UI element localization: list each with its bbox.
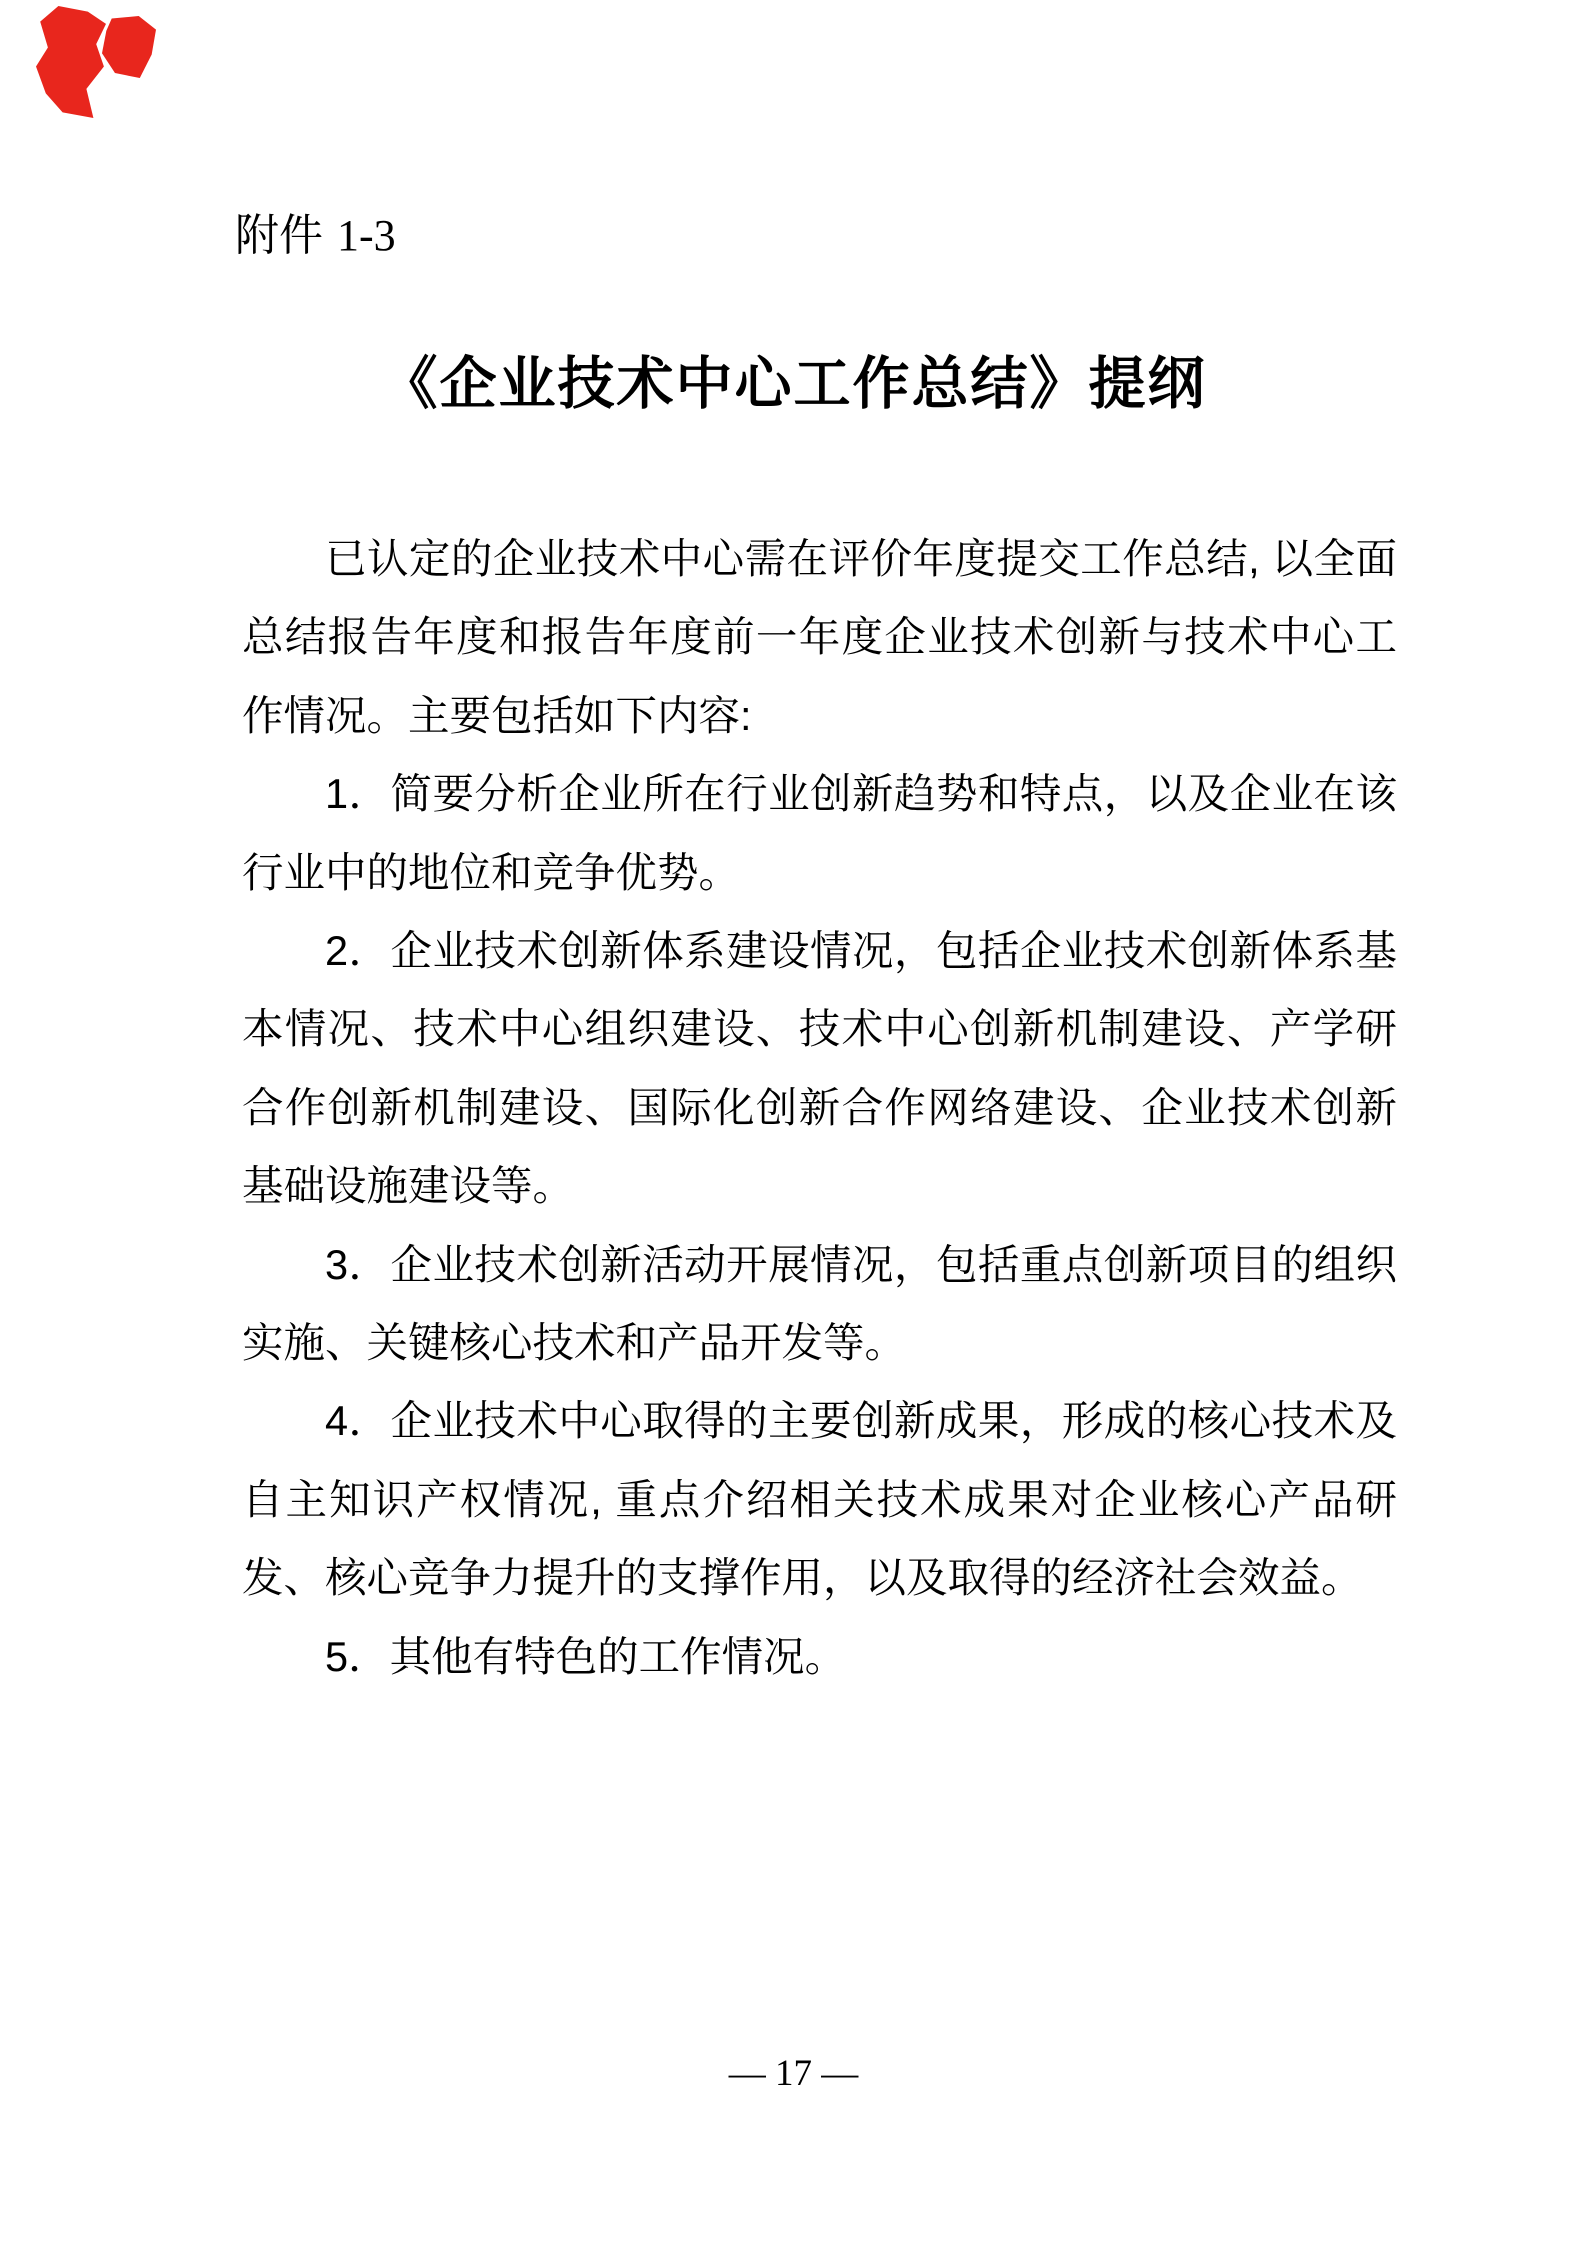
paragraph-item-5: 5．其他有特色的工作情况。	[325, 1632, 847, 1680]
page-title: 《企业技术中心工作总结》提纲	[380, 352, 1207, 416]
attachment-label-cn: 附件	[235, 211, 323, 260]
attachment-label	[235, 212, 396, 260]
paragraph-intro: 已认定的企业技术中心需在评价年度提交工作总结, 以全面总结报告年度和报告年度前一年度企业技术创新与技术中心工作情况。主要包括如下内容:	[242, 535, 1397, 739]
paragraph-item-4: 4．企业技术中心取得的主要创新成果，形成的核心技术及自主知识产权情况, 重点介绍相关技术成果对企业核心产品研发、核心竞争力提升的支撑作用，以及取得的经济社会效益。	[242, 1397, 1397, 1602]
red-stain-icon	[102, 16, 156, 78]
paragraph-item-1: 1．简要分析企业所在行业创新趋势和特点，以及企业在该行业中的地位和竞争优势。	[242, 770, 1397, 896]
page-number: — 17 —	[728, 2053, 859, 2094]
document-body	[242, 520, 1397, 1696]
paragraph-item-2: 2．企业技术创新体系建设情况，包括企业技术创新体系基本情况、技术中心组织建设、技术中心创新机制建设、产学研合作创新机制建设、国际化创新合作网络建设、企业技术创新基础设施建设等。	[242, 927, 1397, 1210]
red-stain-icon	[36, 6, 106, 118]
attachment-label-num: 1-3	[337, 211, 396, 260]
paragraph-item-3: 3．企业技术创新活动开展情况，包括重点创新项目的组织实施、关键核心技术和产品开发等。	[242, 1240, 1397, 1367]
